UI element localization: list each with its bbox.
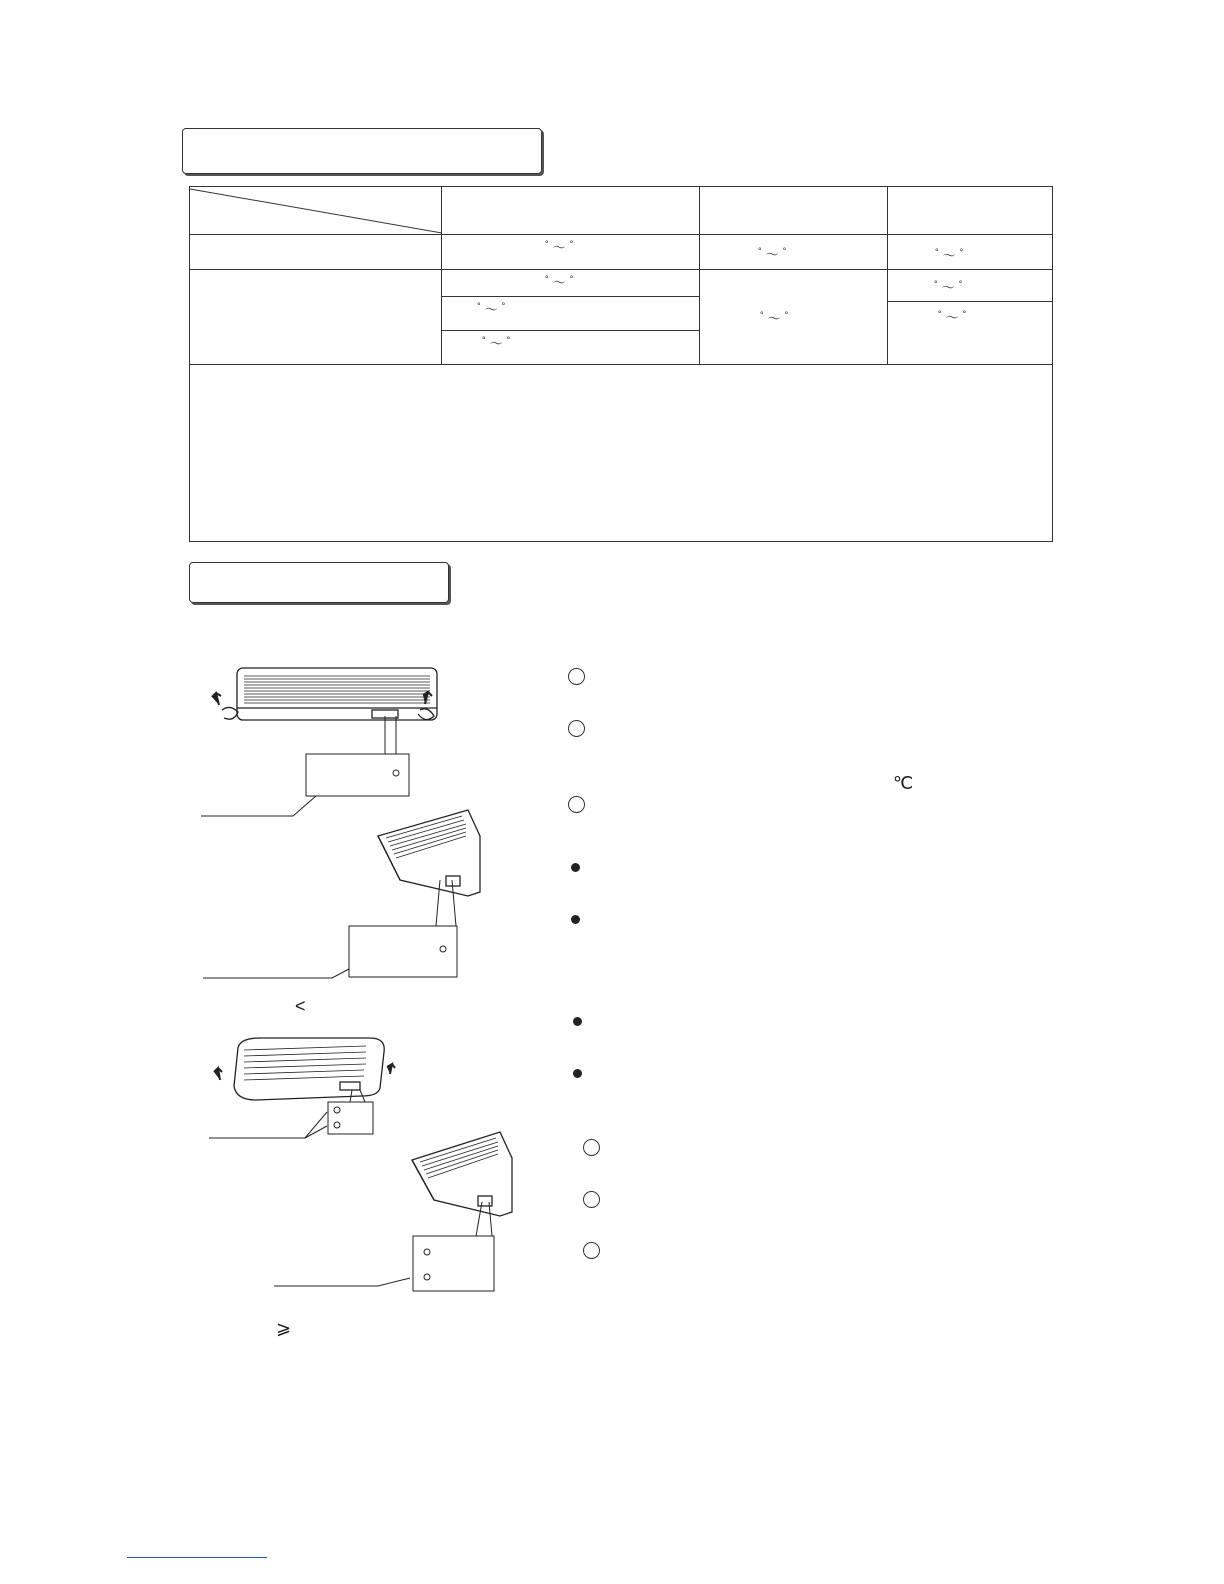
lift-arrow-left-icon <box>214 1068 222 1080</box>
table-divider <box>441 187 442 364</box>
indoor-unit-side-icon-2 <box>412 1132 512 1216</box>
leader-line <box>452 880 456 926</box>
heating-outdoor-range: ° ～ ° <box>760 310 789 326</box>
section-title-emergency-operation <box>189 562 449 603</box>
table-divider <box>699 187 700 364</box>
leader-line <box>274 1278 410 1286</box>
step-marker <box>583 1139 600 1156</box>
celsius-symbol: ℃ <box>893 773 914 793</box>
lift-arrow-left-icon <box>212 693 221 705</box>
bullet-point <box>571 863 580 872</box>
operating-range-table <box>189 186 1053 542</box>
button-marker <box>424 1274 430 1280</box>
table-divider <box>441 296 699 297</box>
indoor-unit-illustrations <box>0 640 520 1340</box>
heating-extra-range-a: ° ～ ° <box>934 279 963 295</box>
bullet-point <box>571 915 580 924</box>
cooling-extra-range: ° ～ ° <box>935 247 964 263</box>
heating-indoor-range-c: ° ～ ° <box>482 335 511 351</box>
table-divider <box>887 301 1052 302</box>
callout-box <box>413 1236 494 1291</box>
leader-line <box>305 1126 327 1138</box>
bullet-point <box>573 1017 582 1026</box>
button-marker <box>440 946 446 952</box>
greater-equal-symbol: ⩾ <box>276 1318 292 1338</box>
leader-line <box>436 880 440 926</box>
callout-box <box>328 1102 373 1134</box>
footer-link[interactable] <box>127 1557 267 1558</box>
indoor-unit-front-icon <box>222 668 437 720</box>
button-marker <box>393 770 399 776</box>
less-than-symbol: < <box>295 996 306 1016</box>
heating-indoor-range-a: ° ～ ° <box>545 274 574 290</box>
bullet-point <box>573 1069 582 1078</box>
table-divider <box>190 269 1052 270</box>
lift-arrow-right-icon <box>387 1064 395 1074</box>
step-marker <box>568 796 585 813</box>
section-title-operating-range <box>182 128 542 174</box>
step-marker <box>568 668 585 685</box>
button-marker <box>424 1249 430 1255</box>
cooling-indoor-range: ° ～ ° <box>545 239 574 255</box>
lift-arrow-right-icon <box>423 692 432 704</box>
leader-line <box>476 1202 482 1236</box>
table-divider <box>887 187 888 364</box>
leader-line <box>489 1202 492 1236</box>
step-marker <box>583 1191 600 1208</box>
cooling-outdoor-range: ° ～ ° <box>758 246 787 262</box>
leader-line <box>209 1112 327 1138</box>
heating-extra-range-b: ° ～ ° <box>938 309 967 325</box>
leader-line <box>201 796 316 816</box>
step-marker <box>568 720 585 737</box>
button-marker <box>334 1107 340 1113</box>
button-marker <box>334 1122 340 1128</box>
step-marker <box>583 1242 600 1259</box>
heating-indoor-range-b: ° ～ ° <box>477 301 506 317</box>
indoor-unit-side-icon <box>378 810 480 896</box>
indoor-unit-angled-icon <box>234 1038 384 1100</box>
table-header-diagonal <box>190 187 442 235</box>
leader-line <box>203 969 349 978</box>
table-divider <box>190 364 1052 365</box>
table-divider <box>190 234 1052 235</box>
table-divider <box>441 330 699 331</box>
